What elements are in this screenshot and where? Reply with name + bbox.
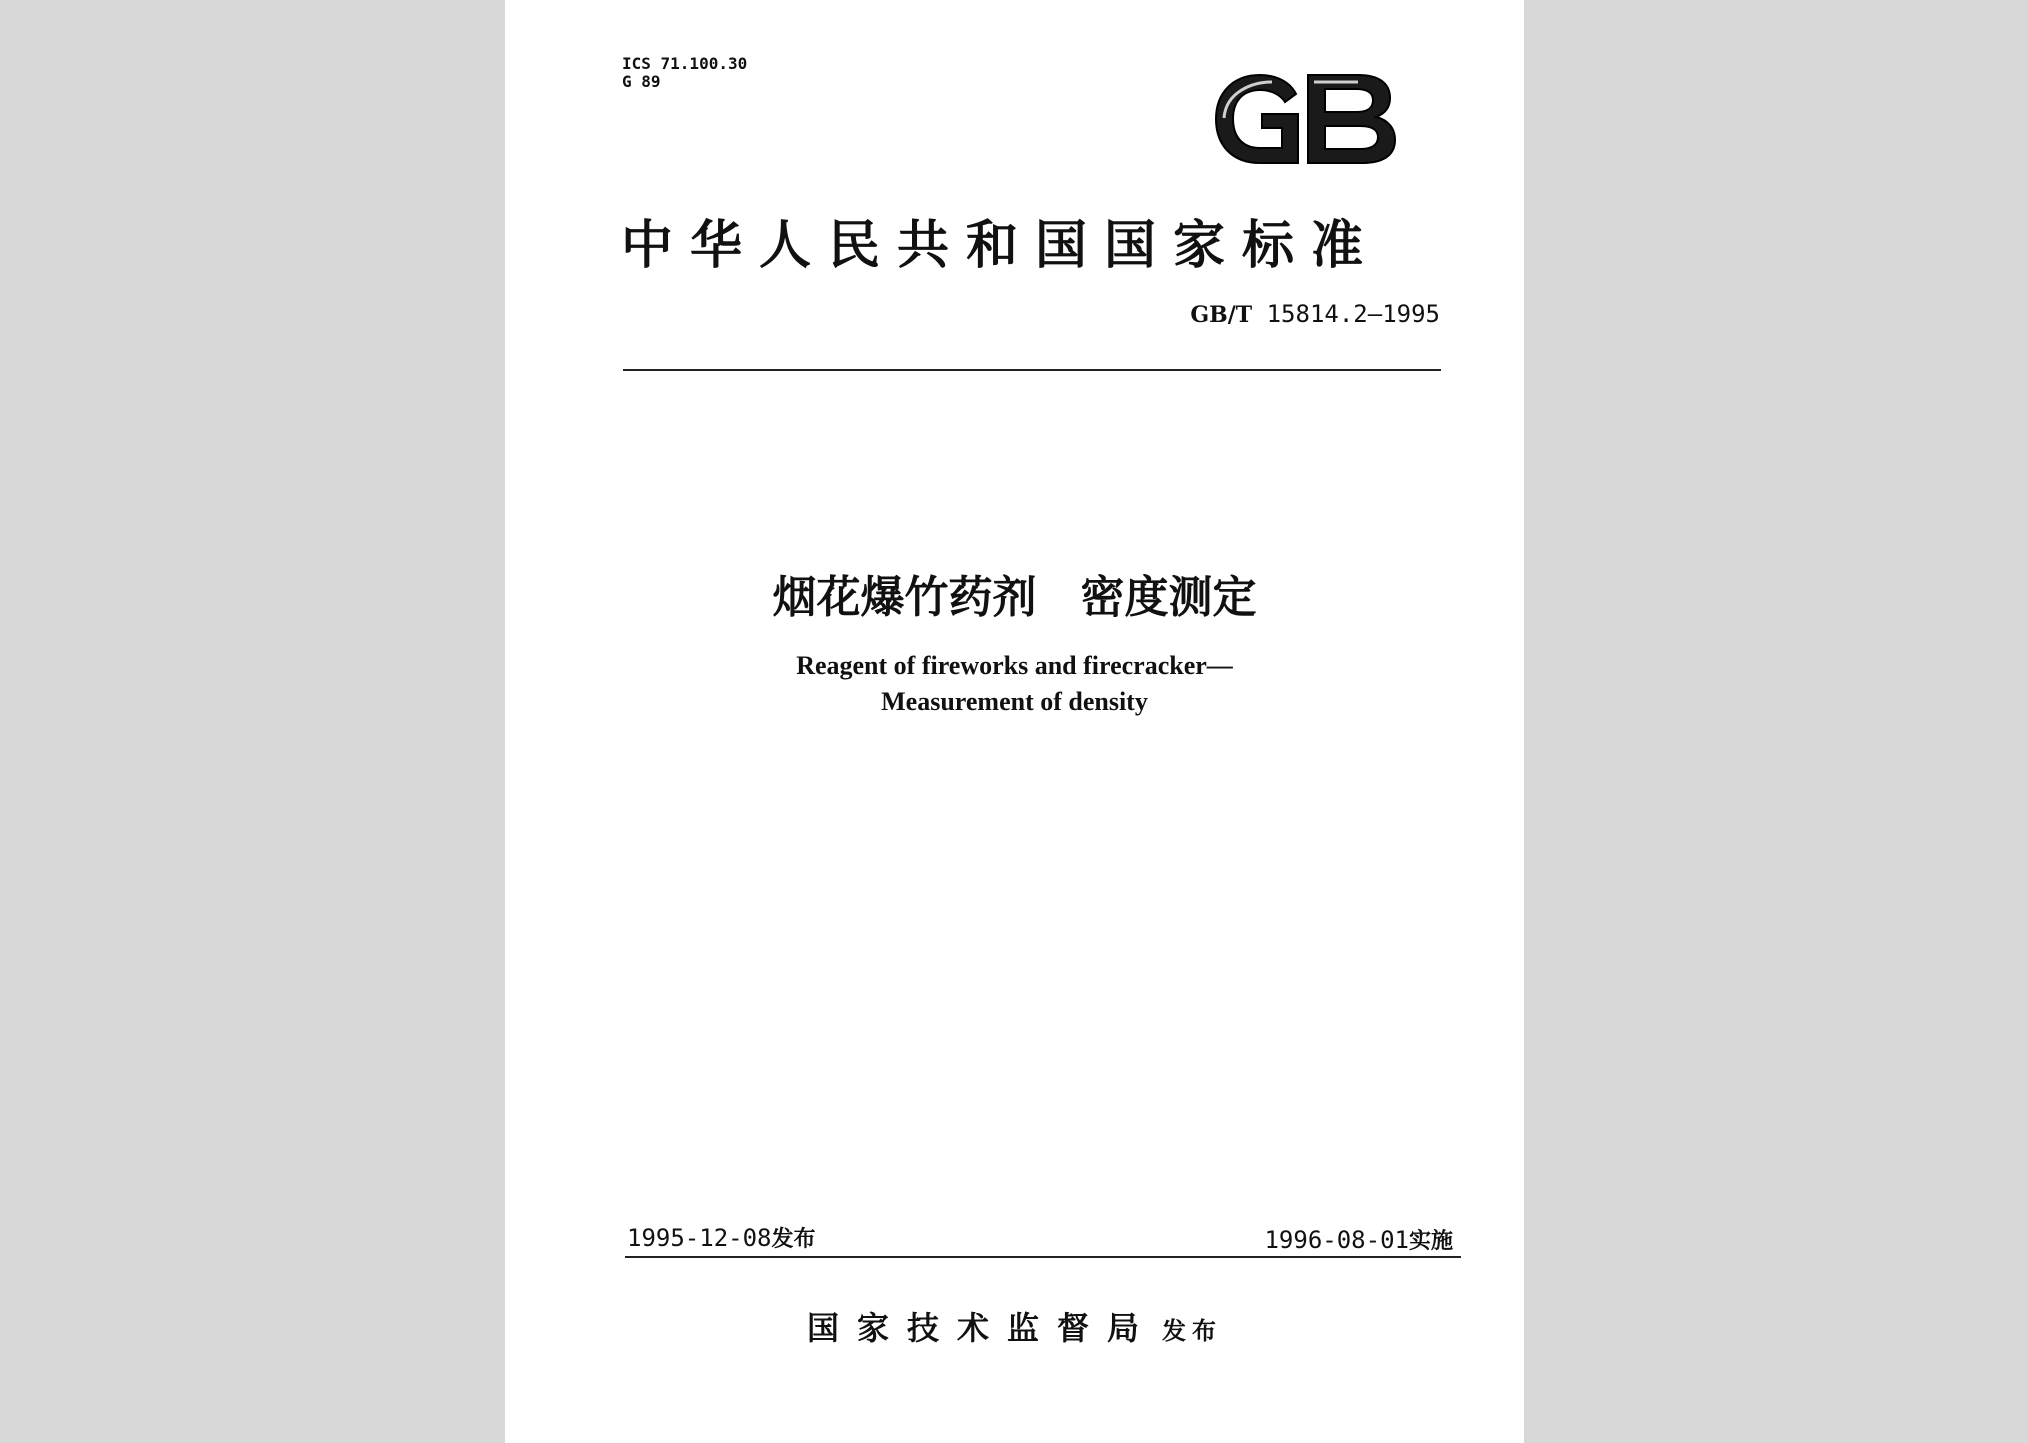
implementation-date-suffix: 实施 <box>1408 1229 1453 1254</box>
document-title-en <box>505 648 1524 720</box>
issuer-name: 国家技术监督局 <box>806 1309 1157 1347</box>
standard-code: 15814.2—1995 <box>1266 300 1440 328</box>
standard-number <box>1190 300 1440 328</box>
document-page <box>505 0 1524 1443</box>
state-title: 中华人民共和国国家标准 <box>621 215 1381 276</box>
standard-prefix: GB/T <box>1190 302 1253 328</box>
issue-date-value: 1995-12-08 <box>627 1224 772 1252</box>
gb-logo <box>1212 70 1399 168</box>
issue-date-suffix: 发布 <box>771 1227 816 1252</box>
title-en-line-2: Measurement of density <box>881 687 1148 716</box>
issuer <box>505 1303 1524 1349</box>
header-divider <box>623 369 1441 371</box>
implementation-date <box>1264 1224 1453 1255</box>
document-title-cn: 烟花爆竹药剂 密度测定 <box>772 572 1257 623</box>
title-en-line-1: Reagent of fireworks and firecracker— <box>796 651 1233 680</box>
issue-date <box>627 1222 816 1253</box>
gb-logo-letter-g-icon <box>1216 75 1298 163</box>
gb-logo-letter-b-icon <box>1308 75 1395 163</box>
g-code: G 89 <box>622 72 661 91</box>
ics-code: ICS 71.100.30 <box>622 54 748 73</box>
implementation-date-value: 1996-08-01 <box>1264 1226 1409 1254</box>
issuer-suffix: 发布 <box>1162 1316 1223 1345</box>
footer-divider <box>625 1256 1461 1258</box>
